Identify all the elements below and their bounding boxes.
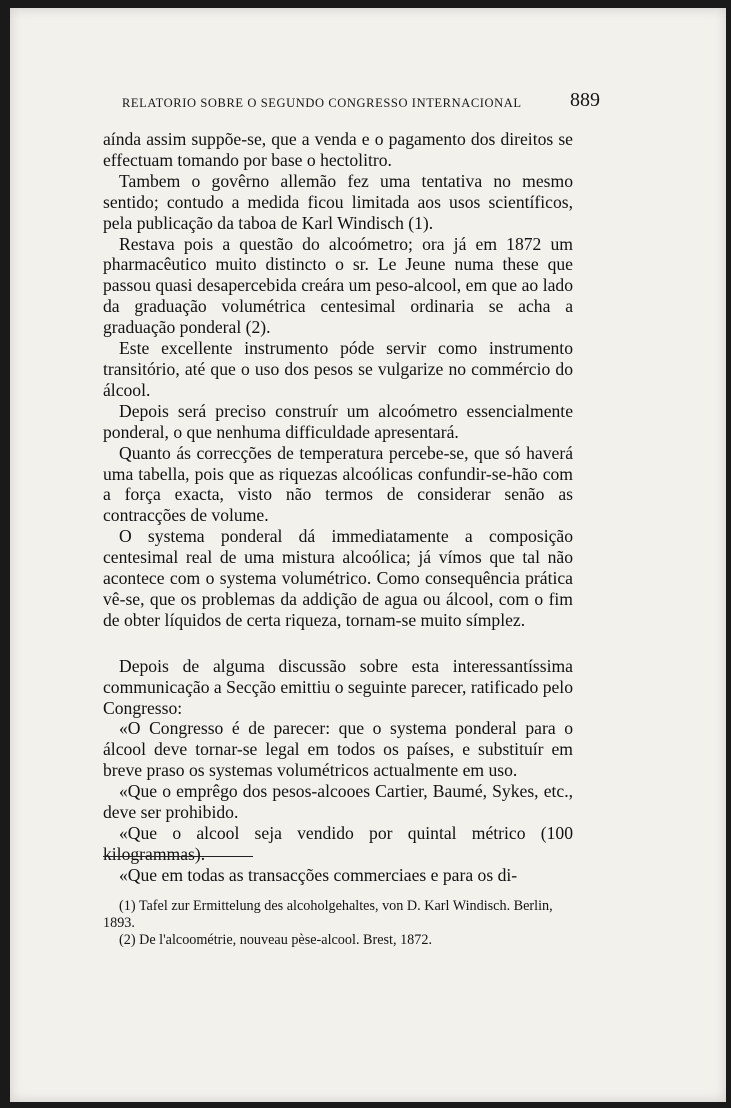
running-title: RELATORIO SOBRE O SEGUNDO CONGRESSO INTERNACIONAL [122,96,522,110]
resolution-3: «Que o alcool seja vendido por quintal métrico (100 kilogrammas). [103,823,573,864]
page-number: 889 [570,89,600,111]
paragraph-1: aínda assim suppõe-se, que a venda e o pagamento dos direitos se effectuam tomando por base o hectolitro. [103,129,573,170]
paragraph-8: Depois de alguma discussão sobre esta interessantíssima communicação a Secção emittiu o seguinte parecer, ratificado pelo Congresso: [103,655,573,718]
resolution-2: «Que o emprêgo dos pesos-alcooes Cartier, Baumé, Sykes, etc., deve ser prohibido. [103,781,573,823]
paragraph-5: Depois será preciso construír um alcoómetro essencialmente ponderal, o que nenhuma difficuldade apresentará. [103,400,573,442]
page-body [103,129,573,886]
footnote-1: (1) Tafel zur Ermittelung des alcoholgehaltes, von D. Karl Windisch. Berlin, 1893. [103,898,553,931]
paragraph-6: Quanto ás correcções de temperatura percebe-se, que só haverá uma tabella, pois que as riquezas alcoólicas confundir-se-hão com a força exacta, visto não termos de considerar senão as contracções de volume. [103,442,573,526]
resolution-4: «Que em todas as transacções commerciaes e para os di- [119,864,518,885]
footnotes [103,898,573,949]
section-gap [103,631,573,656]
paragraph-2: Tambem o govêrno allemão fez uma tentativa no mesmo sentido; contudo a medida ficou limitada aos usos scientíficos, pela publicação da taboa de Karl Windisch (1). [103,170,573,233]
paragraph-4: Este excellente instrumento póde servir como instrumento transitório, até que o uso dos pesos se vulgarize no commércio do álcool. [103,338,573,400]
resolution-1: «O Congresso é de parecer: que o systema ponderal para o álcool deve tornar-se legal em todos os países, e substituír em breve praso os systemas volumétricos actualmente em uso. [103,718,573,781]
paragraph-3: Restava pois a questão do alcoómetro; ora já em 1872 um pharmacêutico muito distincto o sr. Le Jeune numa these que passou quasi desapercebida creára um peso-alcool, em que ao lado da graduação volumétrica centesimal ordinaria se acha a graduação ponderal (2). [103,233,573,338]
footnote-rule [103,856,253,857]
footnote-2: (2) De l'alcoométrie, nouveau pèse-alcool. Brest, 1872. [119,932,432,948]
paragraph-7: O systema ponderal dá immediatamente a composição centesimal real de uma mistura alcoólica; já vímos que tal não acontece com o systema volumétrico. Como consequência prática vê-se, que os problemas da addição de agua ou álcool, com o fim de obter líquidos de certa riqueza, tornam-se muito símplez. [103,526,573,630]
running-header [122,89,600,111]
